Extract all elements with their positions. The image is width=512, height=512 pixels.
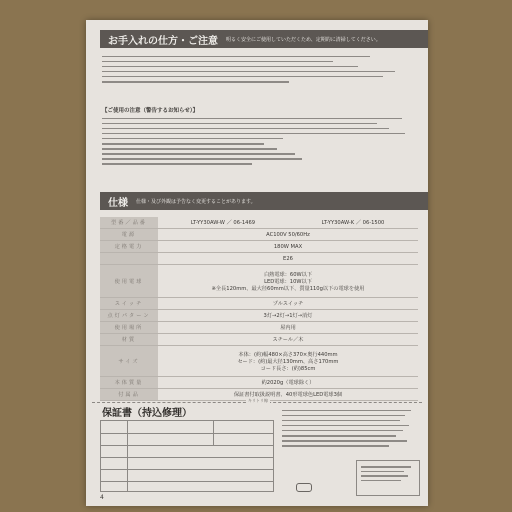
spec-label-model: 型番／品番	[100, 217, 158, 229]
spec-label-weight: 本体質量	[100, 377, 158, 389]
spec-value-switch: プルスイッチ	[158, 298, 418, 310]
warranty-terms-block	[282, 406, 416, 450]
spec-value-socket: E26	[158, 253, 418, 265]
care-section-subtitle: 明るく安全にご使用していただくため、定期的に清掃してください。	[226, 36, 381, 43]
spec-value-weight: 約2020g（電球除く）	[158, 377, 418, 389]
spec-row-size	[100, 346, 418, 377]
spec-value-power: AC100V 50/60Hz	[158, 229, 418, 241]
spec-row-bulb	[100, 265, 418, 298]
spec-value-place: 屋内用	[158, 322, 418, 334]
spec-row-pattern	[100, 310, 418, 322]
spec-row-switch	[100, 298, 418, 310]
spec-size-line1: 本体：(約)幅480×高さ370×奥行440mm	[238, 351, 338, 358]
maker-contact-box	[356, 460, 420, 496]
spec-value-pattern: 3灯→2灯→1灯→消灯	[158, 310, 418, 322]
spec-row-model	[100, 217, 418, 229]
usage-notes-block	[102, 106, 414, 168]
spec-value-model-a: LT-YY30AW-W ／ 06-1469	[158, 217, 288, 229]
brand-logo	[296, 483, 312, 492]
warranty-title: 保証書（持込修理）	[102, 408, 192, 419]
spec-value-accessory: 保証書付取扱説明書、40形電球色LED電球3個	[158, 389, 418, 401]
spec-row-rated	[100, 241, 418, 253]
page-number: 4	[100, 494, 104, 501]
spec-row-material	[100, 334, 418, 346]
care-section-title: お手入れの仕方・ご注意	[108, 35, 218, 47]
cut-line-label: キリトリ線	[248, 398, 268, 403]
spec-value-bulb	[158, 265, 418, 298]
warranty-form	[100, 420, 274, 492]
spec-label-bulb: 使用電球	[100, 265, 158, 298]
spec-label-pattern: 点灯パターン	[100, 310, 158, 322]
spec-section-title: 仕様	[108, 197, 128, 209]
spec-label-material: 材質	[100, 334, 158, 346]
spec-label-socket	[100, 253, 158, 265]
spec-value-size	[158, 346, 418, 377]
spec-row-place	[100, 322, 418, 334]
usage-notes-heading: 【ご使用の注意（警告するお知らせ）】	[102, 108, 199, 114]
spec-row-socket	[100, 253, 418, 265]
spec-section-header	[100, 192, 428, 210]
spec-row-power	[100, 229, 418, 241]
spec-value-model-b: LT-YY30AW-K ／ 06-1500	[288, 217, 418, 229]
spec-section-subtitle: 仕様・及び外観は予告なく変更することがあります。	[136, 198, 256, 205]
care-text-block	[102, 52, 414, 86]
manual-page	[86, 20, 428, 506]
spec-label-power: 電源	[100, 229, 158, 241]
spec-size-line2: セード：(約)最大径130mm、高さ170mm	[237, 358, 339, 365]
spec-label-switch: スイッチ	[100, 298, 158, 310]
spec-value-material: スチール／木	[158, 334, 418, 346]
spec-size-line3: コード長さ：(約)85cm	[260, 365, 316, 372]
spec-table	[100, 217, 418, 401]
spec-label-accessory: 付属品	[100, 389, 158, 401]
spec-label-rated: 定格電力	[100, 241, 158, 253]
spec-bulb-line2: LED電球：10W以下	[264, 278, 312, 285]
spec-label-size: サイズ	[100, 346, 158, 377]
spec-row-weight	[100, 377, 418, 389]
spec-bulb-line1: 白熱電球：60W以下	[263, 271, 313, 278]
spec-value-rated: 180W MAX	[158, 241, 418, 253]
spec-bulb-line3: ※全長120mm、最大径60mm以下、質量110g以下の電球を使用	[211, 285, 365, 292]
care-section-header	[100, 30, 428, 48]
spec-label-place: 使用場所	[100, 322, 158, 334]
